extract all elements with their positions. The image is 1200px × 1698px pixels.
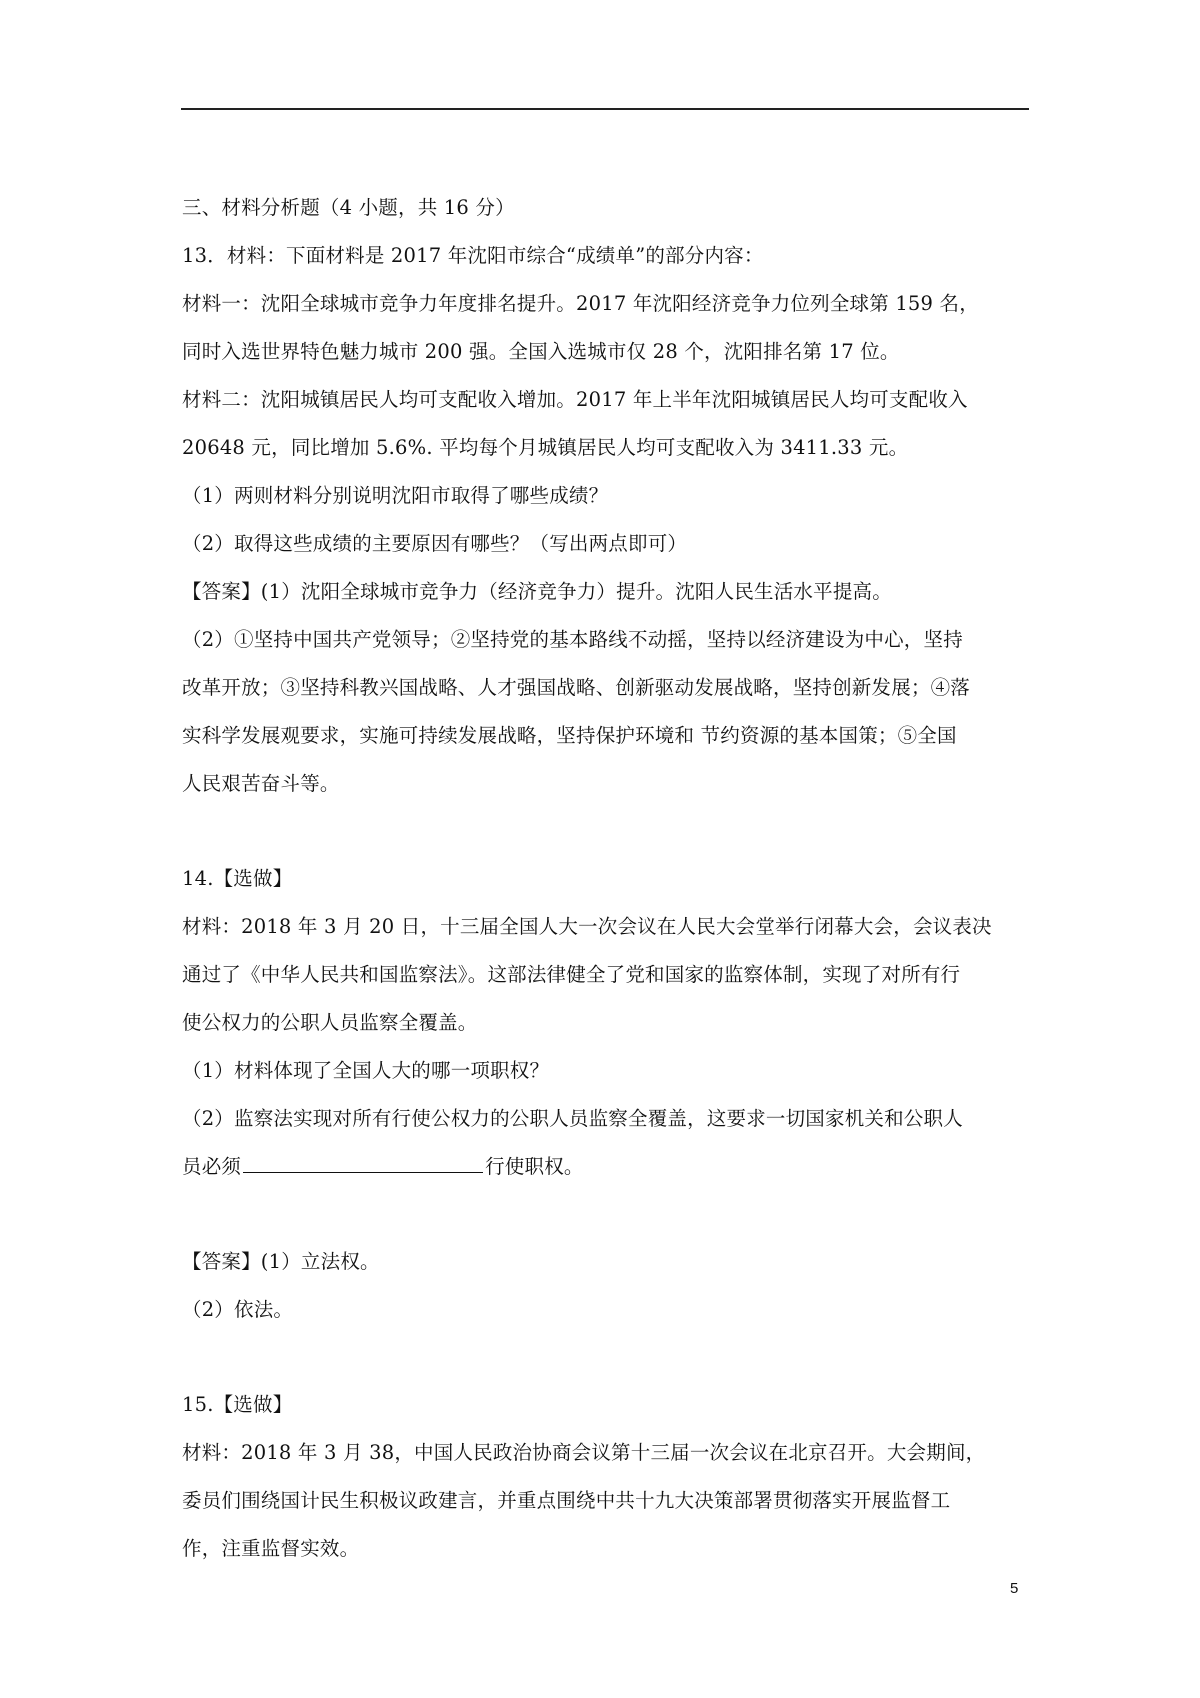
q15-material-line1: 材料：2018 年 3 月 38，中国人民政治协商会议第十三届一次会议在北京召开。大会期间， — [182, 1441, 986, 1464]
q13-material1-line1: 材料一：沈阳全球城市竞争力年度排名提升。2017 年沈阳经济竞争力位列全球第 159 名， — [182, 292, 979, 315]
q15-material-line3: 作，注重监督实效。 — [182, 1537, 360, 1560]
q13-answer1: 【答案】(1）沈阳全球城市竞争力（经济竞争力）提升。沈阳人民生活水平提高。 — [182, 580, 892, 603]
answer-blank[interactable] — [243, 1154, 483, 1173]
q13-material2-line2: 20648 元，同比增加 5.6%. 平均每个月城镇居民人均可支配收入为 3411.33 元。 — [182, 436, 909, 459]
header-rule — [181, 108, 1029, 110]
q13-answer2-line2: 改革开放；③坚持科教兴国战略、人才强国战略、创新驱动发展战略，坚持创新发展；④落 — [182, 676, 971, 699]
q14-question2-prefix: 员必须 — [182, 1155, 242, 1178]
q13-question2: （2）取得这些成绩的主要原因有哪些？（写出两点即可） — [182, 532, 688, 555]
q13-intro: 13．材料：下面材料是 2017 年沈阳市综合“成绩单”的部分内容： — [182, 244, 764, 267]
q14-question1: （1）材料体现了全国人大的哪一项职权？ — [182, 1059, 550, 1082]
q14-material-line1: 材料：2018 年 3 月 20 日，十三届全国人大一次会议在人民大会堂举行闭幕大会，会议表决 — [182, 915, 992, 938]
q14-answer1: 【答案】(1）立法权。 — [182, 1250, 380, 1273]
q13-question1: （1）两则材料分别说明沈阳市取得了哪些成绩？ — [182, 484, 609, 507]
q14-material-line2: 通过了《中华人民共和国监察法》。这部法律健全了党和国家的监察体制，实现了对所有行 — [182, 963, 961, 986]
q14-title: 14.【选做】 — [182, 867, 293, 890]
q15-title: 15.【选做】 — [182, 1393, 293, 1416]
q14-question2-line2 — [182, 1154, 584, 1180]
q13-answer2-line1: （2）①坚持中国共产党领导；②坚持党的基本路线不动摇，坚持以经济建设为中心，坚持 — [182, 628, 963, 651]
q13-answer2-line4: 人民艰苦奋斗等。 — [182, 772, 340, 795]
q13-answer2-line3: 实科学发展观要求，实施可持续发展战略，坚持保护环境和 节约资源的基本国策；⑤全国 — [182, 724, 957, 747]
q14-question2-line1: （2）监察法实现对所有行使公权力的公职人员监察全覆盖，这要求一切国家机关和公职人 — [182, 1107, 963, 1130]
q15-material-line2: 委员们围绕国计民生积极议政建言，并重点围绕中共十九大决策部署贯彻落实开展监督工 — [182, 1489, 951, 1512]
q13-material1-line2: 同时入选世界特色魅力城市 200 强。全国入选城市仅 28 个，沈阳排名第 17 位。 — [182, 340, 900, 363]
page-number: 5 — [1010, 1580, 1019, 1597]
q14-answer2: （2）依法。 — [182, 1298, 294, 1321]
q14-material-line3: 使公权力的公职人员监察全覆盖。 — [182, 1011, 478, 1034]
q14-question2-suffix: 行使职权。 — [485, 1155, 584, 1178]
q13-material2-line1: 材料二：沈阳城镇居民人均可支配收入增加。2017 年上半年沈阳城镇居民人均可支配收入 — [182, 388, 968, 411]
section-header: 三、材料分析题（4 小题，共 16 分） — [182, 196, 515, 219]
